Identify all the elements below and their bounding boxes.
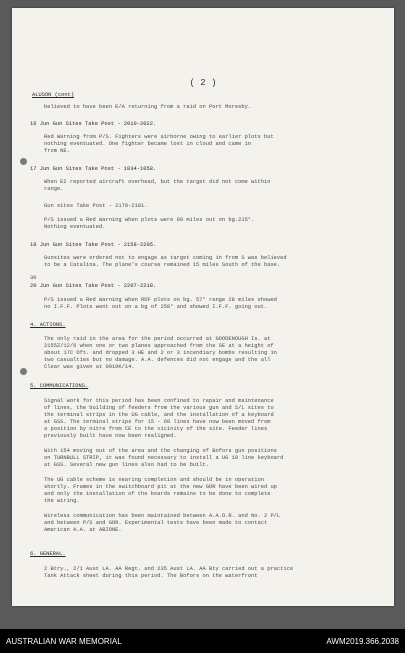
text-line: Tank Attack sheet during this period. The Bofors on the waterfront [44,573,258,579]
punch-hole [20,368,27,375]
text-line: no I.F.F. Plots went out on a bg of 250° and showed I.F.F. going out. [44,304,268,310]
text-line: and only the installation of the boards remains to be done to complete [44,491,271,497]
text-line: shortly. Frames in the switchboard pit at the new GOR have been wired up [44,484,277,490]
text-line: and between P/S and GOR. Experimental tests have been made to contact [44,520,268,526]
text-line: 30 [30,275,37,281]
text-line: When E2 reported aircraft overhead, but the target did not come within [44,179,271,185]
text-line: American A.A. at ABIONE. [44,527,122,533]
text-line: With 154 moving out of the area and the changing of Bofors gun positions [44,448,277,454]
text-line: believed to have been E/A returning from a raid on Port Moresby. [44,104,252,110]
text-line: Red Warning from P/S. Fighters were airborne owing to earlier plots but [44,134,274,140]
footer-source: AUSTRALIAN WAR MEMORIAL [6,637,122,646]
text-line: Gun sites Take Post - 2170-2181. [44,203,148,209]
section-heading: 6. GENERAL. [30,551,66,557]
text-line: 17 Jun Gun Sites Take Post - 1034-1058. [30,166,157,172]
text-line: 2155Z/12/6 when one or two planes approached from the SE at a height of [44,343,274,349]
punch-hole [20,158,27,165]
footer-bar [0,629,405,653]
text-line: Wireless communication has been maintained between A.A.O.R. and No. 2 P/L [44,513,281,519]
text-line: about 17C Oft. and dropped 3 HE and 2 or 3 incendiary bombs resulting in [44,350,277,356]
section-heading: ALUSON (cont) [32,92,75,98]
text-line: The only raid in the area for the period occurred at GOODENOUGH Is. at [44,336,271,342]
text-line: 16 Jun Gun Sites Take Post - 2010-2022. [30,121,157,127]
text-line: 2 Btry., 2/1 Aust LA. AA Regt. and 235 Aust LA. AA Bty carried out a practice [44,566,294,572]
text-line: 18 Jun Gun Sites Take Post - 2158-2205. [30,242,157,248]
text-line: to be a Catalina. The plane's course remained 15 miles South of the base. [44,262,281,268]
text-line: P/S issued a Red Warning when plots were 60 miles out on bg.215°. [44,217,255,223]
document-page [12,8,394,606]
text-line: Gunsites were ordered not to engage as target coming in from S was believed [44,255,287,261]
footer-accession: AWM2019.366.2038 [326,637,399,646]
text-line: a position by nitre from CE to the vicinity of the site. Feeder lines [44,426,268,432]
text-line: the wiring. [44,498,80,504]
text-line: Signal work for this period has been confined to repair and maintenance [44,398,274,404]
text-line: the terminal strips in the UG cable, and the installation of a keyboard [44,412,274,418]
text-line: Clear was given at 0010K/14. [44,364,135,370]
text-line: range. [44,186,64,192]
section-heading: 4. ACTIONS. [30,322,66,328]
text-line: The UG cable scheme is nearing completion and should be in operation [44,477,264,483]
page-number: ( 2 ) [189,78,217,88]
text-line: at GSS. The terminal strips for 15 - 60 lines have now been moved from [44,419,271,425]
text-line: two casualties but no damage. A.A. defences did not engage and the all [44,357,271,363]
text-line: previously built have now been realigned. [44,433,177,439]
text-line: nothing eventuated. One fighter became lost in cloud and came in [44,141,252,147]
text-line: 20 Jun Gun Sites Take Post - 2207-2218. [30,283,157,289]
text-line: P/S issued a Red Warning when RDF plots on bg. 57° range 28 miles showed [44,297,277,303]
text-line: on TURNBULL STRIP, it was found necessary to install a UG 10 line keyboard [44,455,284,461]
text-line: of lines, the building of feeders from the various gun and S/L sites to [44,405,274,411]
text-line: at GSS. Several new gun lines also had to be built. [44,462,209,468]
text-line: from NE. [44,148,70,154]
text-line: Nothing eventuated. [44,224,106,230]
section-heading: 5. COMMUNICATIONS. [30,383,89,389]
